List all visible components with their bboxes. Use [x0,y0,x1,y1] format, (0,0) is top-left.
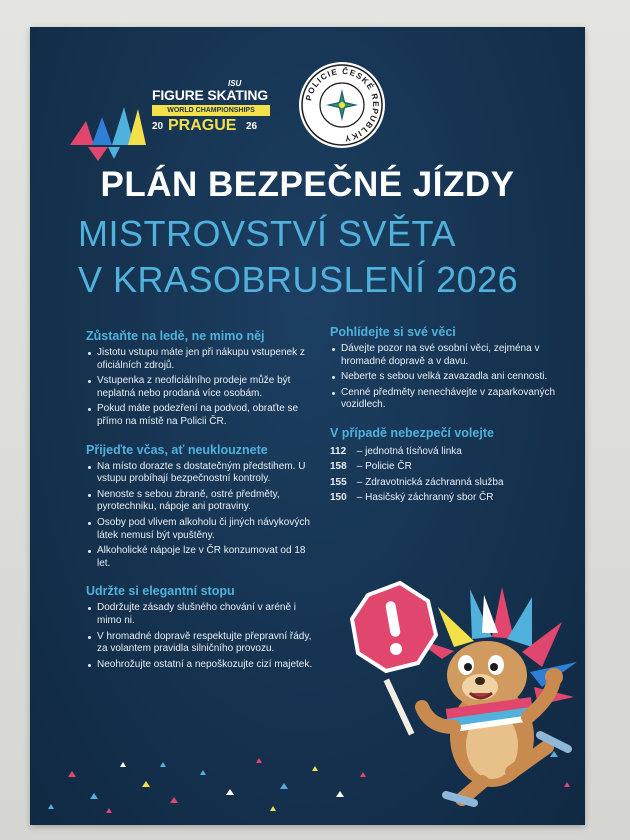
poster-subtitle-line1: MISTROVSTVÍ SVĚTA [78,213,456,254]
emergency-label: – jednotná tísňová linka [356,445,462,457]
emergency-label: – Hasičský záchranný sbor ČR [356,492,494,504]
list-item: Dávejte pozor na své osobní věci, zejména v hromadné dopravě a v davu. [330,343,570,368]
isu-subtitle: WORLD CHAMPIONSHIPS [152,105,270,116]
list-item: Neohrožujte ostatní a nepoškozujte cizí majetek. [86,659,318,672]
isu-title: FIGURE SKATING [152,87,268,103]
section-heading: Přijeďte včas, ať neuklouznete [86,442,268,457]
list-item: Alkoholické nápoje lze v ČR konzumovat od 18 let. [86,545,318,570]
emergency-label: – Policie ČR [356,461,412,473]
isu-logo-icon [68,103,146,163]
list-item: Neberte s sebou velká zavazadla ani cennosti. [330,371,570,384]
emergency-number: 150 [330,492,347,504]
safety-poster [30,27,585,825]
right-column [330,325,570,520]
bullet-list [86,347,318,429]
section-heading: Udržte si elegantní stopu [86,584,235,599]
seal-text: POLICIE ČESKÉ REPUBLIKY [304,66,381,144]
isu-year-left: 20 [152,121,164,132]
bullet-list [330,343,570,412]
bullet-list [86,602,318,671]
poster-header [30,27,585,187]
emergency-row [330,475,570,491]
section-emergency [330,426,570,506]
emergency-number: 155 [330,476,347,488]
bullet-list [86,461,318,571]
section-heading: V případě nebezpečí volejte [330,425,494,440]
list-item: Jistotu vstupu máte jen při nákupu vstupenek z oficiálních zdrojů. [86,347,318,372]
police-seal-icon [298,61,386,149]
section-heading: Pohlídejte si své věci [330,325,456,339]
list-item: Dodržujte zásady slušného chování v aréně i mimo ni. [86,602,318,627]
list-item: Nenoste s sebou zbraně, ostré předměty, pyrotechniku, nápoje ani potraviny. [86,489,318,514]
list-item: Pokud máte podezření na podvod, obraťte se přímo na místě na Policii ČR. [86,403,318,428]
emergency-row [330,459,570,475]
isu-year-right: 26 [246,121,258,132]
section-ice [86,329,318,429]
emergency-row [330,444,570,460]
emergency-label: – Zdravotnická záchranná služba [356,476,504,488]
list-item: V hromadné dopravě respektujte přepravní řády, za volantem pravidla silničního provozu. [86,631,318,656]
section-belongings [330,325,570,412]
section-arrive [86,443,318,571]
section-heading: Zůstaňte na ledě, ne mimo něj [86,329,265,343]
poster-subtitle-line2: V KRASOBRUSLENÍ 2026 [78,259,519,300]
isu-small-label: ISU [228,79,242,88]
isu-wordmark [150,79,290,169]
confetti-decoration [30,727,585,825]
section-behaviour [86,584,318,671]
list-item: Osoby pod vlivem alkoholu či jiných návykových látek nemusí být vpuštěny. [86,517,318,542]
list-item: Vstupenka z neoficiálního prodeje může být neplatná nebo prodaná více osobám. [86,375,318,400]
isu-city: PRAGUE [168,117,237,134]
emergency-row [330,490,570,506]
emergency-number: 112 [330,445,347,457]
emergency-number: 158 [330,461,347,473]
list-item: Cenné předměty nenechávejte v zaparkovaných vozidlech. [330,387,570,412]
list-item: Na místo dorazte s dostatečným předstihem. U vstupu probíhají bezpečnostní kontroly. [86,461,318,486]
poster-title: PLÁN BEZPEČNÉ JÍZDY [100,165,515,204]
left-column [86,329,318,685]
